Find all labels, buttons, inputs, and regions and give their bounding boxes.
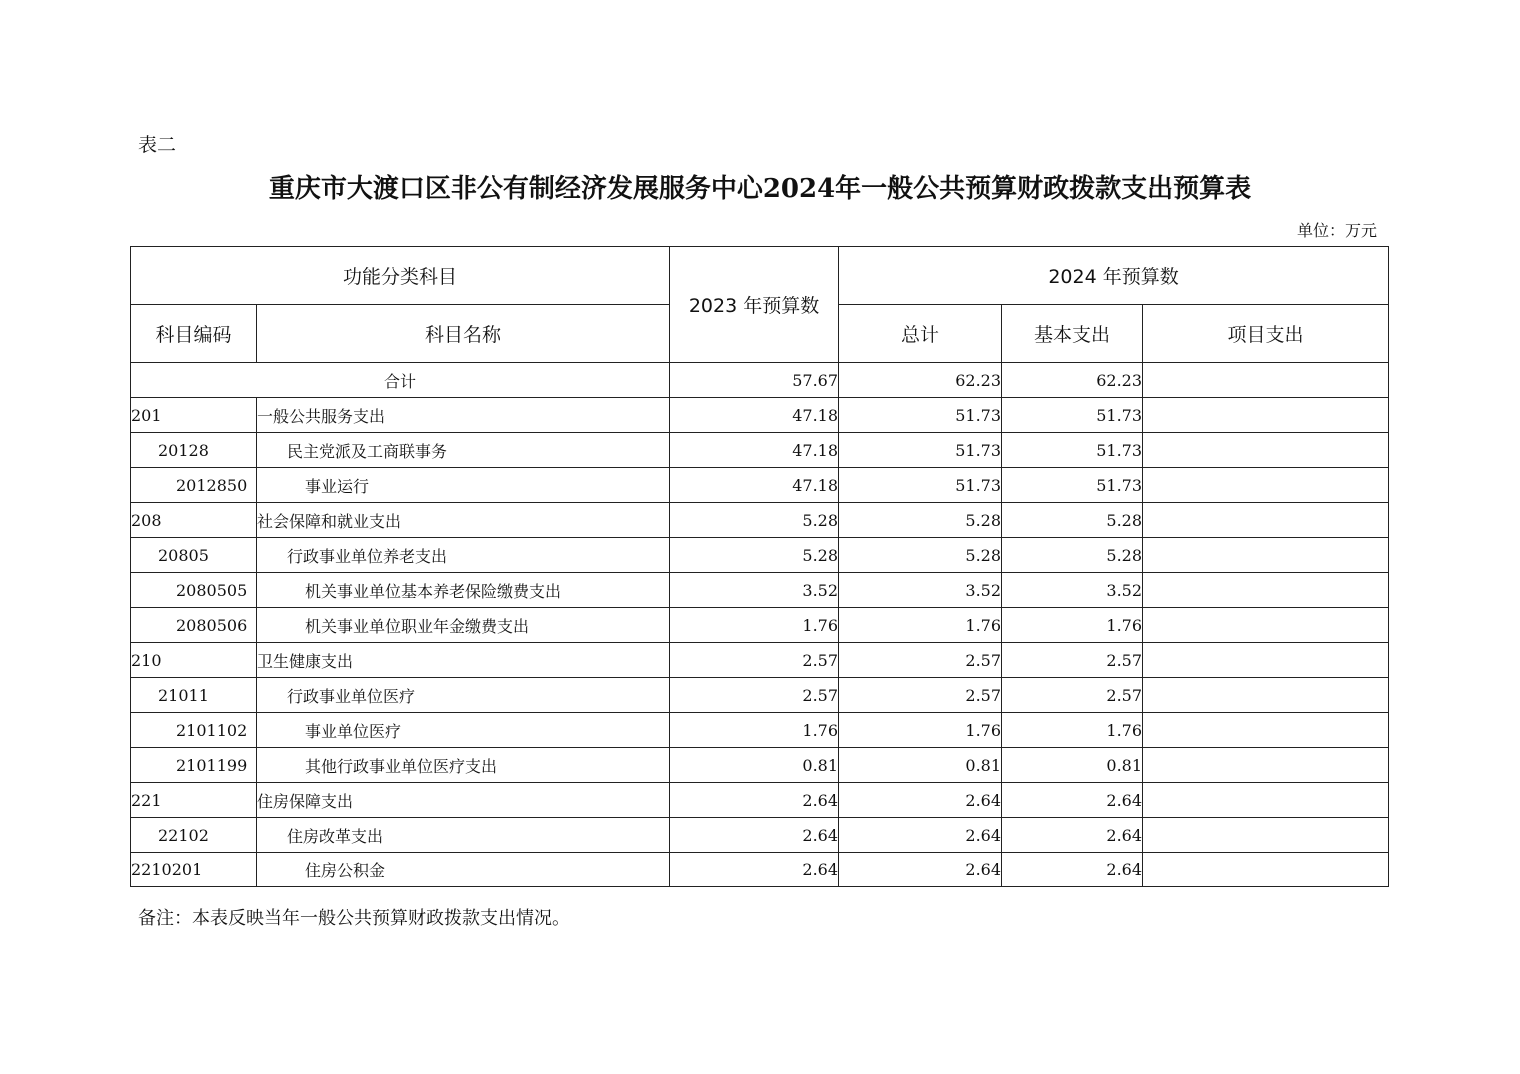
budget-2024-basic: 2.64: [1002, 783, 1143, 818]
table-row: [131, 783, 1389, 818]
budget-2024-total: 5.28: [839, 503, 1002, 538]
budget-2024-basic: 51.73: [1002, 398, 1143, 433]
subject-name: 民主党派及工商联事务: [257, 433, 670, 468]
budget-2023-value: 47.18: [670, 398, 839, 433]
budget-2024-total: 51.73: [839, 398, 1002, 433]
table-row: [131, 853, 1389, 887]
budget-2024-total: 1.76: [839, 713, 1002, 748]
budget-2023-value: 3.52: [670, 573, 839, 608]
budget-2023-value: 0.81: [670, 748, 839, 783]
header-row-1: [131, 247, 1389, 305]
budget-2024-basic: 2.57: [1002, 678, 1143, 713]
subject-code: 20128: [131, 433, 257, 468]
subject-name: 一般公共服务支出: [257, 398, 670, 433]
header-budget-2024: 2024 年预算数: [839, 247, 1389, 305]
subject-code: 2101199: [131, 748, 257, 783]
budget-2023-value: 1.76: [670, 713, 839, 748]
subject-code: 2080505: [131, 573, 257, 608]
budget-2024-basic: 0.81: [1002, 748, 1143, 783]
budget-2024-project: [1143, 643, 1389, 678]
total-label: 合计: [131, 363, 670, 398]
budget-2024-project: [1143, 538, 1389, 573]
header-subject-name: 科目名称: [257, 305, 670, 363]
subject-name: 机关事业单位基本养老保险缴费支出: [257, 573, 670, 608]
budget-2024-basic: 2.57: [1002, 643, 1143, 678]
subject-name: 住房改革支出: [257, 818, 670, 853]
total-budget-2023: 57.67: [670, 363, 839, 398]
footnote: 备注：本表反映当年一般公共预算财政拨款支出情况。: [138, 908, 570, 929]
subject-code: 2080506: [131, 608, 257, 643]
table-row: [131, 748, 1389, 783]
budget-2024-total: 2.64: [839, 853, 1002, 887]
subject-code: 2101102: [131, 713, 257, 748]
budget-2024-basic: 51.73: [1002, 468, 1143, 503]
subject-code: 2210201: [131, 853, 257, 887]
table-label: 表二: [138, 134, 177, 156]
table-row: [131, 538, 1389, 573]
budget-2023-value: 47.18: [670, 468, 839, 503]
budget-2023-value: 2.64: [670, 853, 839, 887]
table-row: [131, 503, 1389, 538]
budget-2023-value: 5.28: [670, 538, 839, 573]
budget-2024-basic: 5.28: [1002, 503, 1143, 538]
budget-2024-project: [1143, 608, 1389, 643]
subject-code: 221: [131, 783, 257, 818]
budget-2024-total: 2.57: [839, 678, 1002, 713]
subject-name: 住房保障支出: [257, 783, 670, 818]
budget-2024-project: [1143, 713, 1389, 748]
budget-2024-basic: 1.76: [1002, 713, 1143, 748]
table-row: [131, 818, 1389, 853]
table-row: [131, 643, 1389, 678]
budget-2024-total: 51.73: [839, 433, 1002, 468]
budget-2023-value: 1.76: [670, 608, 839, 643]
budget-2024-project: [1143, 818, 1389, 853]
budget-2023-value: 2.57: [670, 678, 839, 713]
total-2024-project: [1143, 363, 1389, 398]
unit-label: 单位：万元: [1296, 221, 1377, 240]
header-budget-2023: 2023 年预算数: [670, 247, 839, 363]
budget-2024-total: 1.76: [839, 608, 1002, 643]
budget-2024-project: [1143, 398, 1389, 433]
subject-code: 210: [131, 643, 257, 678]
table-row: [131, 713, 1389, 748]
budget-2024-project: [1143, 853, 1389, 887]
subject-name: 卫生健康支出: [257, 643, 670, 678]
header-function-category: 功能分类科目: [131, 247, 670, 305]
budget-2024-project: [1143, 678, 1389, 713]
budget-2024-basic: 2.64: [1002, 853, 1143, 887]
budget-2024-total: 3.52: [839, 573, 1002, 608]
budget-2024-basic: 2.64: [1002, 818, 1143, 853]
budget-2024-project: [1143, 468, 1389, 503]
table-row: [131, 468, 1389, 503]
budget-2023-value: 2.64: [670, 783, 839, 818]
total-2024-total: 62.23: [839, 363, 1002, 398]
subject-code: 22102: [131, 818, 257, 853]
budget-2024-total: 5.28: [839, 538, 1002, 573]
budget-2024-total: 51.73: [839, 468, 1002, 503]
budget-2024-basic: 3.52: [1002, 573, 1143, 608]
subject-code: 21011: [131, 678, 257, 713]
page-title: 重庆市大渡口区非公有制经济发展服务中心2024年一般公共预算财政拨款支出预算表: [268, 174, 1252, 204]
budget-2023-value: 2.64: [670, 818, 839, 853]
budget-table: [130, 246, 1389, 887]
subject-name: 其他行政事业单位医疗支出: [257, 748, 670, 783]
budget-2024-project: [1143, 748, 1389, 783]
table-row: [131, 573, 1389, 608]
subject-name: 社会保障和就业支出: [257, 503, 670, 538]
budget-2024-total: 2.64: [839, 783, 1002, 818]
budget-2024-basic: 51.73: [1002, 433, 1143, 468]
table-row: [131, 398, 1389, 433]
table-row: [131, 678, 1389, 713]
total-row: [131, 363, 1389, 398]
table-row: [131, 608, 1389, 643]
budget-2024-basic: 5.28: [1002, 538, 1143, 573]
budget-2023-value: 2.57: [670, 643, 839, 678]
header-project-expense: 项目支出: [1143, 305, 1389, 363]
budget-2024-basic: 1.76: [1002, 608, 1143, 643]
subject-name: 行政事业单位医疗: [257, 678, 670, 713]
header-basic-expense: 基本支出: [1002, 305, 1143, 363]
subject-name: 事业单位医疗: [257, 713, 670, 748]
budget-2024-project: [1143, 783, 1389, 818]
total-2024-basic: 62.23: [1002, 363, 1143, 398]
budget-2023-value: 47.18: [670, 433, 839, 468]
subject-code: 201: [131, 398, 257, 433]
subject-code: 2012850: [131, 468, 257, 503]
subject-code: 20805: [131, 538, 257, 573]
subject-code: 208: [131, 503, 257, 538]
budget-2024-project: [1143, 573, 1389, 608]
budget-2024-total: 2.57: [839, 643, 1002, 678]
budget-2023-value: 5.28: [670, 503, 839, 538]
header-total: 总计: [839, 305, 1002, 363]
budget-2024-total: 2.64: [839, 818, 1002, 853]
subject-name: 事业运行: [257, 468, 670, 503]
budget-2024-project: [1143, 433, 1389, 468]
subject-name: 住房公积金: [257, 853, 670, 887]
budget-2024-project: [1143, 503, 1389, 538]
header-subject-code: 科目编码: [131, 305, 257, 363]
table-row: [131, 433, 1389, 468]
subject-name: 机关事业单位职业年金缴费支出: [257, 608, 670, 643]
budget-2024-total: 0.81: [839, 748, 1002, 783]
subject-name: 行政事业单位养老支出: [257, 538, 670, 573]
